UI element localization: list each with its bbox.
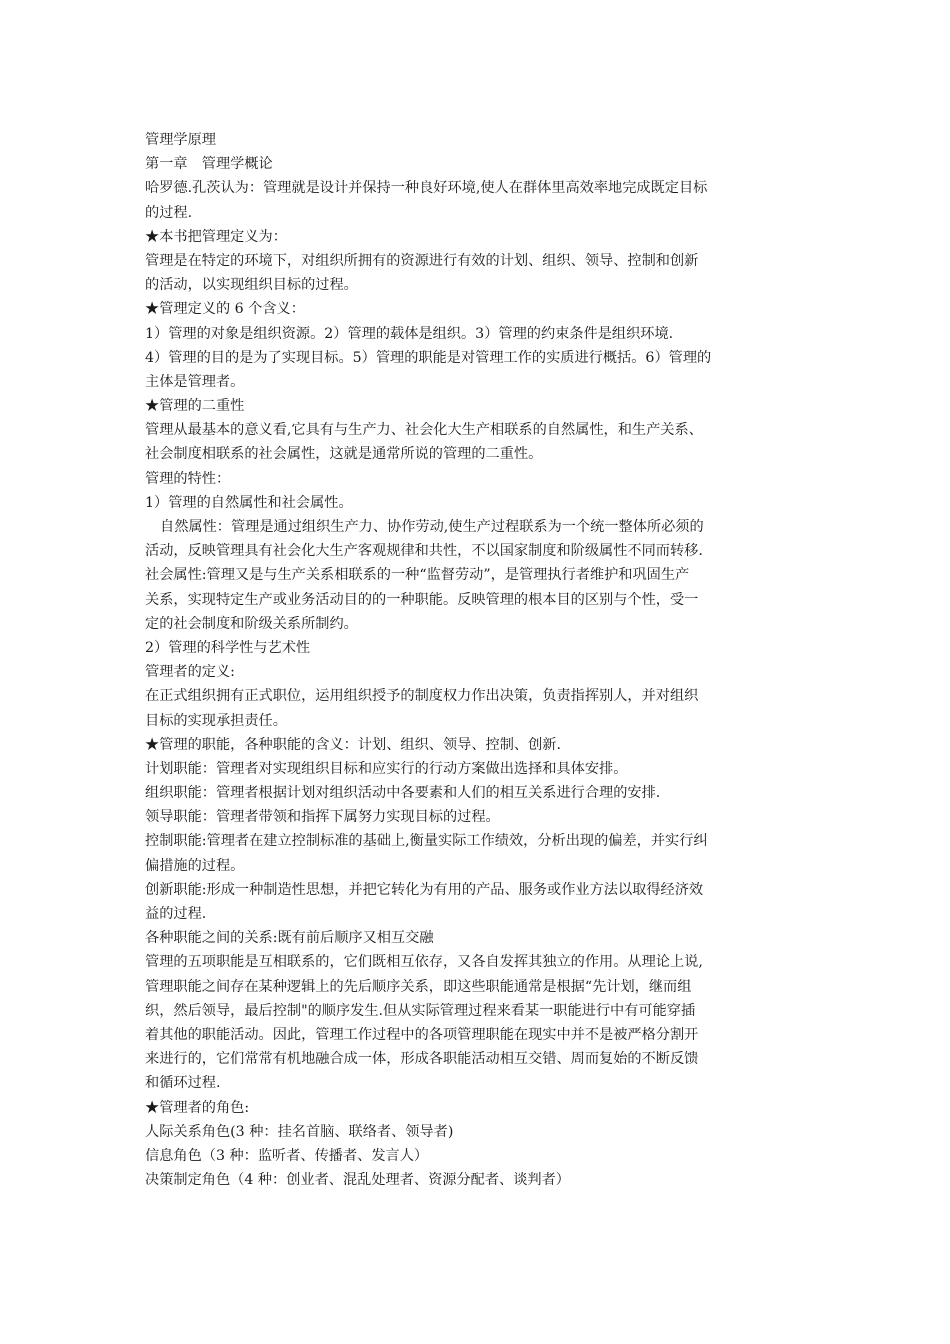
paragraph-line: 决策制定角色（4 种：创业者、混乱处理者、资源分配者、谈判者） — [145, 1172, 570, 1189]
paragraph-line: 的活动，以实现组织目标的过程。 — [145, 277, 358, 294]
paragraph-line: 自然属性：管理是通过组织生产力、协作劳动,使生产过程联系为一个统一整体所必须的 — [160, 519, 704, 535]
paragraph-line: 各种职能之间的关系:既有前后顺序又相互交融 — [145, 930, 434, 947]
paragraph-line: 创新职能:形成一种制造性思想，并把它转化为有用的产品、服务或作业方法以取得经济效 — [145, 881, 704, 898]
paragraph-line: 偏措施的过程。 — [145, 857, 245, 874]
paragraph-line: 社会制度相联系的社会属性，这就是通常所说的管理的二重性。 — [145, 446, 543, 463]
section-heading: ★管理的职能，各种职能的含义：计划、组织、领导、控制、创新. — [145, 736, 561, 753]
paragraph-line: 4）管理的目的是为了实现目标。5）管理的职能是对管理工作的实质进行概括。6）管理的 — [145, 349, 712, 366]
paragraph-line: 组织职能：管理者根据计划对组织活动中各要素和人们的相互关系进行合理的安排. — [145, 785, 661, 802]
paragraph-line: 控制职能:管理者在建立控制标准的基础上,衡量实际工作绩效，分析出现的偏差，并实行纠 — [145, 833, 708, 850]
document-body — [145, 128, 810, 1192]
paragraph-line: 管理职能之间存在某种逻辑上的先后顺序关系，即这些职能通常是根据“先计划，继而组 — [145, 978, 692, 995]
document-title: 管理学原理 — [145, 132, 216, 148]
chapter-heading: 第一章 管理学概论 — [145, 156, 273, 173]
paragraph-line: 在正式组织拥有正式职位，运用组织授予的制度权力作出决策，负责指挥别人，并对组织 — [145, 688, 699, 705]
paragraph-line: 管理者的定义: — [145, 664, 235, 681]
paragraph-line: 人际关系角色(3 种：挂名首脑、联络者、领导者) — [145, 1123, 454, 1140]
paragraph-line: 1）管理的自然属性和社会属性。 — [145, 494, 353, 511]
paragraph-line: 和循环过程. — [145, 1075, 221, 1092]
paragraph-line: 社会属性:管理又是与生产关系相联系的一种“监督劳动”，是管理执行者维护和巩固生产 — [145, 567, 690, 584]
paragraph-line: 的过程. — [145, 204, 193, 221]
paragraph-line: 1）管理的对象是组织资源。2）管理的载体是组织。3）管理的约束条件是组织环境. — [145, 325, 674, 342]
paragraph-line: 关系，实现特定生产或业务活动目的的一种职能。反映管理的根本目的区别与个性，受一 — [145, 591, 699, 608]
paragraph-line: 来进行的，它们常常有机地融合成一体，形成各职能活动相互交错、周而复始的不断反馈 — [145, 1051, 699, 1068]
paragraph-line: 管理的特性： — [145, 470, 231, 487]
paragraph-line: 定的社会制度和阶级关系所制约。 — [145, 615, 358, 632]
paragraph-line: 管理的五项职能是互相联系的，它们既相互依存，又各自发挥其独立的作用。从理论上说, — [145, 954, 703, 971]
paragraph-line: 织，然后领导，最后控制"的顺序发生.但从实际管理过程来看某一职能进行中有可能穿插 — [145, 1002, 696, 1019]
paragraph-line: 计划职能：管理者对实现组织目标和应实行的行动方案做出选择和具体安排。 — [145, 760, 628, 777]
section-heading: ★管理的二重性 — [145, 398, 245, 415]
paragraph-line: 活动，反映管理具有社会化大生产客观规律和共性，不以国家制度和阶级属性不同而转移. — [145, 543, 703, 560]
paragraph-line: 哈罗德.孔茨认为：管理就是设计并保持一种良好环境,使人在群体里高效率地完成既定目标 — [145, 180, 708, 197]
section-heading: ★本书把管理定义为： — [145, 228, 287, 245]
paragraph-line: 管理从最基本的意义看,它具有与生产力、社会化大生产相联系的自然属性，和生产关系、 — [145, 422, 703, 439]
paragraph-line: 管理是在特定的环境下，对组织所拥有的资源进行有效的计划、组织、领导、控制和创新 — [145, 252, 699, 269]
paragraph-line: 着其他的职能活动。因此，管理工作过程中的各项管理职能在现实中并不是被严格分割开 — [145, 1026, 699, 1043]
section-heading: ★管理定义的 6 个含义： — [145, 301, 305, 318]
paragraph-line: 2）管理的科学性与艺术性 — [145, 639, 311, 656]
paragraph-line: 目标的实现承担责任。 — [145, 712, 287, 729]
paragraph-line: 领导职能：管理者带领和指挥下属努力实现目标的过程。 — [145, 809, 500, 826]
paragraph-line: 信息角色（3 种：监听者、传播者、发言人） — [145, 1147, 429, 1164]
section-heading: ★管理者的角色: — [145, 1099, 250, 1116]
paragraph-line: 益的过程. — [145, 906, 207, 922]
paragraph-line: 主体是管理者。 — [145, 373, 245, 390]
